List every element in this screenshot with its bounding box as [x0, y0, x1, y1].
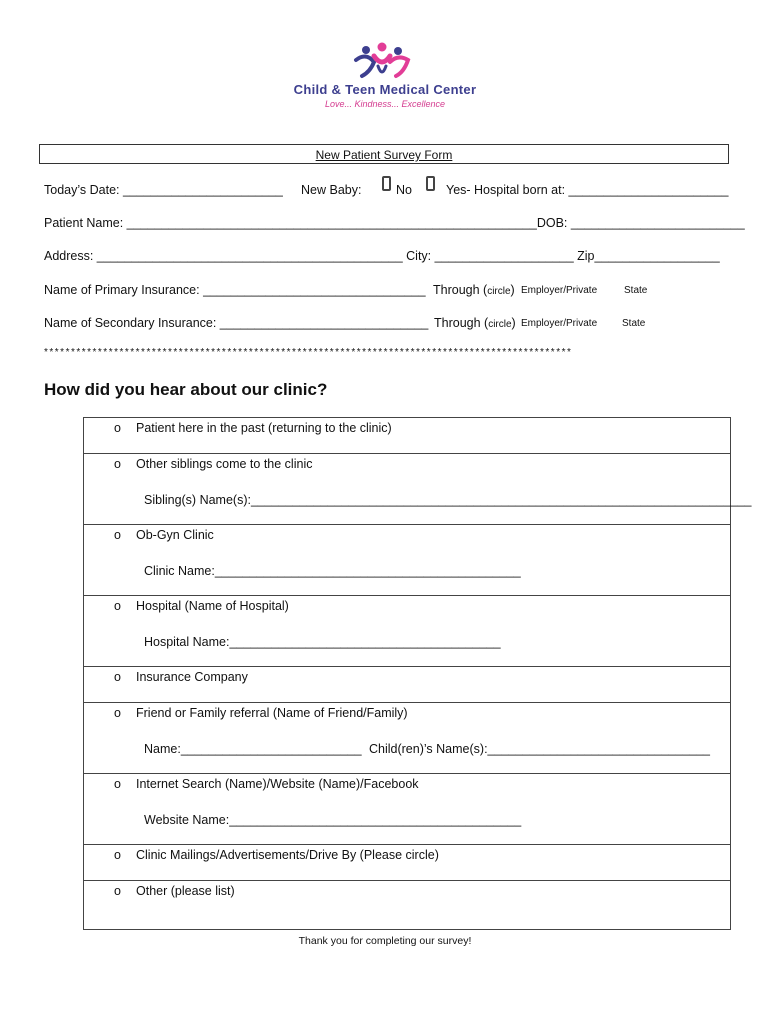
- bullet-icon: o: [114, 706, 121, 720]
- option-row-siblings[interactable]: [84, 454, 752, 525]
- option-label: Clinic Mailings/Advertisements/Drive By (Please circle): [136, 848, 439, 862]
- primary-insurance-field[interactable]: Name of Primary Insurance: ________________________________: [44, 283, 426, 297]
- clinic-name-field[interactable]: Clinic Name:____________________________________________: [144, 564, 521, 578]
- primary-state-option[interactable]: State: [624, 285, 648, 296]
- yes-hospital-field[interactable]: Yes- Hospital born at: _______________________: [446, 183, 729, 197]
- circle-text: circle: [488, 319, 512, 330]
- children-names-field[interactable]: Child(ren)’s Name(s):________________________________: [369, 742, 711, 756]
- option-label: Insurance Company: [136, 670, 248, 684]
- option-label: Patient here in the past (returning to the clinic): [136, 421, 392, 435]
- through-text: Through (: [434, 316, 489, 330]
- hospital-name-field[interactable]: Hospital Name:_______________________________________: [144, 635, 501, 649]
- option-row-obgyn[interactable]: [84, 525, 730, 596]
- option-row-insurance[interactable]: [84, 667, 730, 703]
- patient-name-dob-field[interactable]: Patient Name: ___________________________________________________________DOB: _________________________: [44, 216, 745, 230]
- checkbox-icon: [426, 176, 435, 191]
- primary-employer-private-option[interactable]: Employer/Private: [521, 285, 598, 296]
- form-title: New Patient Survey Form: [315, 148, 453, 162]
- option-row-other[interactable]: [84, 881, 730, 929]
- logo-tagline: Love... Kindness... Excellence: [324, 99, 446, 109]
- bullet-icon: o: [114, 777, 121, 791]
- primary-through-label: [433, 283, 515, 297]
- secondary-insurance-field[interactable]: Name of Secondary Insurance: ______________________________: [44, 316, 429, 330]
- new-baby-label: New Baby:: [301, 183, 362, 197]
- clinic-logo: [270, 42, 500, 112]
- sibling-names-field[interactable]: Sibling(s) Name(s):________________________________________________________________________: [144, 493, 752, 507]
- survey-heading: How did you hear about our clinic?: [44, 380, 328, 399]
- form-title-box: [39, 144, 729, 164]
- option-row-referral[interactable]: [84, 703, 730, 774]
- bullet-icon: o: [114, 528, 121, 542]
- bullet-icon: o: [114, 848, 121, 862]
- option-label: Friend or Family referral (Name of Friend/Family): [136, 706, 408, 720]
- through-close: ): [510, 283, 515, 297]
- option-label: Hospital (Name of Hospital): [136, 599, 289, 613]
- option-row-hospital[interactable]: [84, 596, 730, 667]
- yes-checkbox[interactable]: [426, 176, 435, 191]
- checkbox-icon: [382, 176, 391, 191]
- bullet-icon: o: [114, 421, 121, 435]
- option-row-mailings[interactable]: [84, 845, 730, 881]
- survey-table: [83, 417, 752, 930]
- address-city-zip-field[interactable]: Address: ____________________________________________ City: ____________________ Zip__________________: [44, 249, 720, 263]
- thank-you-note: Thank you for completing our survey!: [298, 935, 472, 947]
- bullet-icon: o: [114, 599, 121, 613]
- bullet-icon: o: [114, 884, 121, 898]
- bullet-icon: o: [114, 457, 121, 471]
- option-row-returning[interactable]: [84, 418, 730, 454]
- separator-stars: **************************************************************************************************: [44, 347, 573, 358]
- secondary-state-option[interactable]: State: [622, 318, 646, 329]
- bullet-icon: o: [114, 670, 121, 684]
- no-checkbox[interactable]: [382, 176, 391, 191]
- option-label: Other siblings come to the clinic: [136, 457, 313, 471]
- option-row-internet[interactable]: [84, 774, 730, 845]
- website-name-field[interactable]: Website Name:__________________________________________: [144, 813, 522, 827]
- secondary-employer-private-option[interactable]: Employer/Private: [521, 318, 598, 329]
- secondary-through-label: [434, 316, 516, 330]
- no-label: No: [396, 183, 412, 197]
- circle-text: circle: [487, 286, 511, 297]
- logo-title: Child & Teen Medical Center: [293, 82, 477, 97]
- through-text: Through (: [433, 283, 488, 297]
- family-logo-icon: [352, 42, 412, 80]
- option-label: Internet Search (Name)/Website (Name)/Facebook: [136, 777, 419, 791]
- through-close: ): [511, 316, 516, 330]
- option-label: Ob-Gyn Clinic: [136, 528, 214, 542]
- option-label: Other (please list): [136, 884, 235, 898]
- referrer-name-field[interactable]: Name:__________________________: [144, 742, 362, 756]
- todays-date-field[interactable]: Today’s Date: _______________________: [44, 183, 283, 197]
